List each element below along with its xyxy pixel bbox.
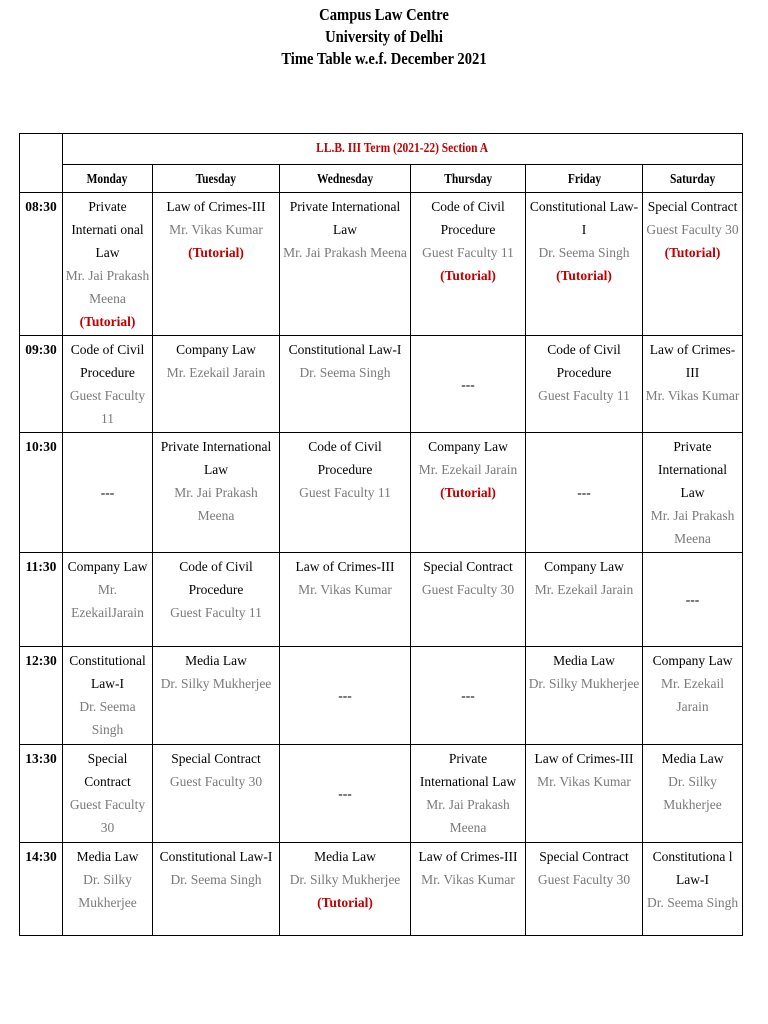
subject-name: Private International Law — [289, 199, 401, 237]
class-cell — [63, 193, 153, 336]
class-cell — [526, 553, 643, 647]
document-header — [54, 4, 714, 70]
faculty-name: Guest Faculty 30 — [169, 774, 263, 789]
faculty-name: Dr. Silky Mukherjee — [528, 676, 640, 691]
subject-name: Company Law — [652, 653, 733, 668]
subject-name: Law of Crimes-III — [534, 751, 634, 766]
section-title: LL.B. III Term (2021-22) Section A — [63, 134, 743, 165]
class-cell — [63, 553, 153, 647]
class-cell — [280, 647, 411, 745]
subject-name: Constitutional Law-I — [69, 653, 146, 691]
faculty-name: Dr. Seema Singh — [299, 365, 391, 380]
faculty-name: Mr. Jai Prakash Meena — [426, 797, 510, 835]
subject-name: --- — [685, 592, 700, 607]
day-header: Saturday — [643, 165, 743, 193]
faculty-name: Guest Faculty 11 — [422, 245, 514, 260]
tutorial-note: (Tutorial) — [440, 485, 496, 500]
subject-name: Constitutional Law-I — [529, 199, 639, 237]
faculty-name: Dr. Seema Singh — [170, 872, 262, 887]
subject-name: Media Law — [185, 653, 247, 668]
class-cell — [280, 336, 411, 433]
day-header-row — [20, 165, 743, 193]
subject-name: Code of Civil Procedure — [308, 439, 382, 477]
class-cell — [643, 745, 743, 843]
class-cell — [63, 843, 153, 936]
faculty-name: Guest Faculty 11 — [299, 485, 391, 500]
tutorial-note: (Tutorial) — [664, 245, 721, 260]
time-slot-row — [20, 843, 743, 936]
class-cell — [643, 193, 743, 336]
subject-name: --- — [338, 786, 352, 801]
faculty-name: Dr. Seema Singh — [646, 895, 739, 910]
class-cell — [526, 647, 643, 745]
subject-name: --- — [461, 376, 475, 392]
class-cell — [153, 433, 280, 553]
time-label: 12:30 — [20, 647, 63, 745]
faculty-name: Mr. Jai Prakash Meena — [650, 508, 735, 546]
subject-name: Law of Crimes-III — [295, 559, 395, 574]
subject-name: Private International Law — [658, 439, 728, 500]
time-label: 13:30 — [20, 745, 63, 843]
time-label: 14:30 — [20, 843, 63, 936]
time-label: 08:30 — [20, 193, 63, 336]
faculty-name: Guest Faculty 30 — [421, 582, 515, 597]
subject-name: Law of Crimes-III — [418, 849, 518, 864]
university-name: University of Delhi — [325, 27, 443, 46]
class-cell — [153, 843, 280, 936]
subject-name: Code of Civil Procedure — [179, 559, 253, 597]
class-cell — [153, 553, 280, 647]
tutorial-note: (Tutorial) — [188, 245, 244, 260]
class-cell — [526, 433, 643, 553]
day-header: Tuesday — [153, 165, 280, 193]
faculty-name: Guest Faculty 30 — [69, 797, 146, 835]
subject-name: Private Internati onal Law — [71, 199, 144, 260]
class-cell — [280, 193, 411, 336]
subject-name: Private International Law — [419, 751, 517, 789]
faculty-name: Dr. Silky Mukherjee — [160, 676, 272, 691]
class-cell — [643, 553, 743, 647]
subject-name: Media Law — [76, 849, 139, 864]
faculty-name: Mr. Ezekail Jarain — [166, 365, 266, 380]
class-cell — [280, 433, 411, 553]
subject-name: Law of Crimes-III — [649, 342, 736, 380]
class-cell — [526, 193, 643, 336]
faculty-name: Dr. Seema Singh — [79, 699, 136, 737]
subject-name: Constitutiona l Law-I — [652, 849, 733, 887]
subject-name: --- — [338, 688, 352, 703]
faculty-name: Mr. Vikas Kumar — [421, 872, 515, 887]
subject-name: Special Contract — [84, 751, 131, 789]
tutorial-note: (Tutorial) — [440, 268, 496, 283]
class-cell — [643, 336, 743, 433]
class-cell — [153, 336, 280, 433]
timetable-title: Time Table w.e.f. December 2021 — [281, 49, 487, 68]
faculty-name: Mr. Vikas Kumar — [645, 388, 740, 403]
time-slot-row — [20, 193, 743, 336]
subject-name: Company Law — [67, 559, 148, 574]
class-cell — [411, 553, 526, 647]
tutorial-note: (Tutorial) — [317, 895, 373, 910]
subject-name: Media Law — [661, 751, 724, 766]
faculty-name: Dr. Silky Mukherjee — [663, 774, 722, 812]
subject-name: Special Contract — [647, 199, 738, 214]
class-cell — [643, 647, 743, 745]
time-slot-row — [20, 336, 743, 433]
subject-name: Company Law — [428, 439, 508, 454]
faculty-name: Dr. Seema Singh — [538, 245, 630, 260]
faculty-name: Dr. Silky Mukherjee — [289, 872, 401, 887]
time-label: 09:30 — [20, 336, 63, 433]
timetable — [19, 133, 743, 936]
faculty-name: Mr. Ezekail Jarain — [418, 462, 518, 477]
day-header: Friday — [526, 165, 643, 193]
institution-name: Campus Law Centre — [319, 5, 449, 24]
day-header: Monday — [63, 165, 153, 193]
time-label: 10:30 — [20, 433, 63, 553]
class-cell — [643, 843, 743, 936]
subject-name: Code of Civil Procedure — [70, 342, 145, 380]
class-cell — [411, 843, 526, 936]
class-cell — [280, 843, 411, 936]
tutorial-note: (Tutorial) — [556, 268, 612, 283]
class-cell — [526, 745, 643, 843]
subject-name: Company Law — [544, 559, 624, 574]
faculty-name: Guest Faculty 11 — [170, 605, 262, 620]
class-cell — [153, 647, 280, 745]
corner-cell — [20, 134, 63, 193]
subject-name: Code of Civil Procedure — [547, 342, 621, 380]
subject-name: Code of Civil Procedure — [431, 199, 505, 237]
subject-name: Media Law — [553, 653, 615, 668]
class-cell — [153, 193, 280, 336]
subject-name: Private International Law — [160, 439, 272, 477]
class-cell — [63, 336, 153, 433]
subject-name: --- — [577, 485, 591, 500]
faculty-name: Mr. Vikas Kumar — [169, 222, 263, 237]
faculty-name: Guest Faculty 30 — [646, 222, 739, 237]
faculty-name: Mr. Jai Prakash Meena — [283, 245, 407, 260]
class-cell — [153, 745, 280, 843]
faculty-name: Guest Faculty 11 — [69, 388, 146, 426]
time-slot-row — [20, 745, 743, 843]
class-cell — [411, 647, 526, 745]
faculty-name: Mr. Ezekail Jarain — [534, 582, 634, 597]
subject-name: Media Law — [314, 849, 376, 864]
subject-name: Company Law — [176, 342, 256, 357]
faculty-name: Mr. Jai Prakash Meena — [65, 268, 150, 306]
class-cell — [63, 745, 153, 843]
time-slot-row — [20, 553, 743, 647]
subject-name: --- — [100, 485, 115, 500]
faculty-name: Dr. Silky Mukherjee — [78, 872, 137, 910]
faculty-name: Guest Faculty 11 — [538, 388, 630, 403]
class-cell — [280, 553, 411, 647]
class-cell — [63, 433, 153, 553]
subject-name: Constitutional Law-I — [159, 849, 273, 864]
class-cell — [526, 336, 643, 433]
faculty-name: Mr. Jai Prakash Meena — [174, 485, 258, 523]
class-cell — [411, 193, 526, 336]
subject-name: Special Contract — [171, 751, 261, 766]
tutorial-note: (Tutorial) — [79, 314, 136, 329]
class-cell — [411, 433, 526, 553]
day-header: Thursday — [411, 165, 526, 193]
subject-name: Law of Crimes-III — [166, 199, 266, 214]
class-cell — [411, 336, 526, 433]
subject-name: Constitutional Law-I — [288, 342, 402, 357]
class-cell — [643, 433, 743, 553]
subject-name: Special Contract — [423, 559, 513, 574]
subject-name: --- — [461, 688, 475, 703]
time-label: 11:30 — [20, 553, 63, 647]
day-header: Wednesday — [280, 165, 411, 193]
class-cell — [526, 843, 643, 936]
faculty-name: Mr. Vikas Kumar — [537, 774, 631, 789]
class-cell — [63, 647, 153, 745]
subject-name: Special Contract — [539, 849, 629, 864]
time-slot-row — [20, 433, 743, 553]
faculty-name: Mr. EzekailJarain — [71, 582, 144, 620]
faculty-name: Mr. Ezekail Jarain — [661, 676, 725, 714]
class-cell — [411, 745, 526, 843]
faculty-name: Guest Faculty 30 — [537, 872, 631, 887]
class-cell — [280, 745, 411, 843]
time-slot-row — [20, 647, 743, 745]
faculty-name: Mr. Vikas Kumar — [298, 582, 392, 597]
